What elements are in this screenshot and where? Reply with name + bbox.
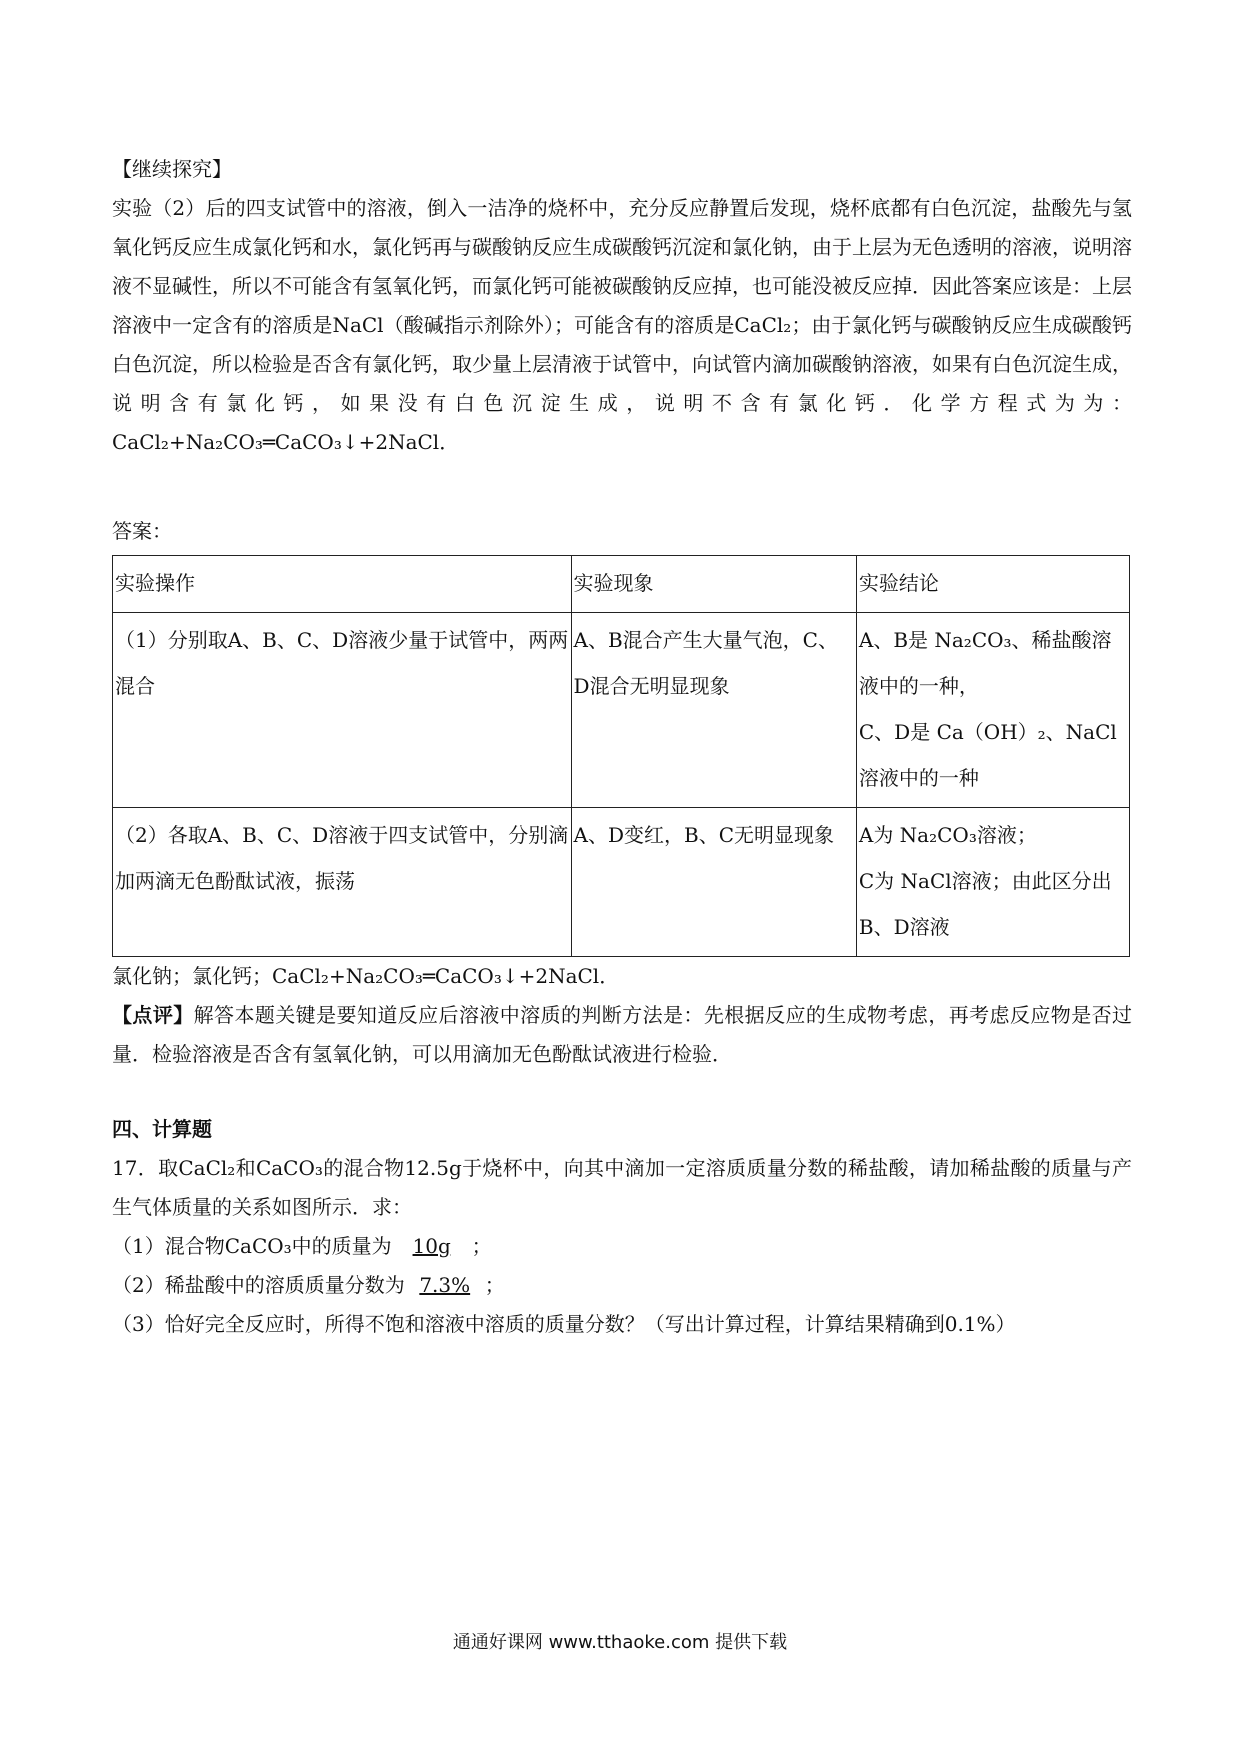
document-page xyxy=(112,150,1132,1344)
section4-heading: 四、计算题 xyxy=(112,1117,212,1141)
row1-operation: （1）分别取A、B、C、D溶液少量于试管中，两两混合 xyxy=(113,613,572,808)
sub1-prefix: （1）混合物CaCO₃中的质量为 xyxy=(112,1234,392,1258)
page-footer: 通通好课网 www.tthaoke.com 提供下载 xyxy=(452,1632,788,1653)
answer-label: 答案： xyxy=(112,519,172,543)
question-17-sub2 xyxy=(112,1266,1132,1305)
row2-operation: （2）各取A、B、C、D溶液于四支试管中，分别滴加两滴无色酚酞试液，振荡 xyxy=(113,808,572,957)
row1-conclusion xyxy=(856,613,1129,808)
row2-conclusion-line: A为 Na₂CO₃溶液； xyxy=(858,823,1037,847)
question-17: 17．取CaCl₂和CaCO₃的混合物12.5g于烧杯中，向其中滴加一定溶质质量分数的稀盐酸，请加稀盐酸的质量与产生气体质量的关系如图所示．求： xyxy=(112,1156,1132,1219)
answer-table xyxy=(112,555,1130,957)
sub1-suffix: ； xyxy=(471,1234,492,1258)
row1-phenomenon: A、B混合产生大量气泡，C、D混合无明显现象 xyxy=(571,613,856,808)
table-header-row xyxy=(113,556,1130,613)
row2-conclusion xyxy=(856,808,1129,957)
answer-after-table: 氯化钠；氯化钙；CaCl₂+Na₂CO₃═CaCO₃↓+2NaCl． xyxy=(112,964,620,988)
comment-label: 【点评】 xyxy=(112,1003,194,1027)
row2-phenomenon: A、D变红，B、C无明显现象 xyxy=(571,808,856,957)
sub1-answer: 10g xyxy=(412,1234,451,1258)
question-17-sub3: （3）恰好完全反应时，所得不饱和溶液中溶质的质量分数？（写出计算过程，计算结果精确到0.1%） xyxy=(112,1312,1016,1336)
header-operation: 实验操作 xyxy=(113,556,572,613)
row1-conclusion-line: A、B是 Na₂CO₃、稀盐酸溶液中的一种， xyxy=(858,628,1112,698)
table-row xyxy=(113,613,1130,808)
continue-paragraph: 实验（2）后的四支试管中的溶液，倒入一洁净的烧杯中，充分反应静置后发现，烧杯底都有白色沉淀，盐酸先与氢氧化钙反应生成氯化钙和水，氯化钙再与碳酸钠反应生成碳酸钙沉淀和氯化钠，由于上层为无色透明的溶液，说明溶液不显碱性，所以不可能含有氢氧化钙，而氯化钙可能被碳酸钠反应掉，也可能没被反应掉．因此答案应该是：上层溶液中一定含有的溶质是NaCl（酸碱指示剂除外）；可能含有的溶质是CaCl₂；由于氯化钙与碳酸钠反应生成碳酸钙白色沉淀，所以检验是否含有氯化钙，取少量上层清液于试管中，向试管内滴加碳酸钠溶液，如果有白色沉淀生成，说明含有氯化钙，如果没有白色沉淀生成，说明不含有氯化钙．化学方程式为为：CaCl₂+Na₂CO₃═CaCO₃↓+2NaCl． xyxy=(112,196,1132,454)
continue-heading: 【继续探究】 xyxy=(112,157,232,181)
row1-conclusion-line: C、D是 Ca（OH）₂、NaCl溶液中的一种 xyxy=(858,720,1117,790)
comment-text: 解答本题关键是要知道反应后溶液中溶质的判断方法是：先根据反应的生成物考虑，再考虑反应物是否过量．检验溶液是否含有氢氧化钠，可以用滴加无色酚酞试液进行检验． xyxy=(112,1003,1133,1066)
sub2-prefix: （2）稀盐酸中的溶质质量分数为 xyxy=(112,1273,405,1297)
row2-conclusion-line: C为 NaCl溶液；由此区分出B、D溶液 xyxy=(858,869,1112,939)
header-phenomenon: 实验现象 xyxy=(571,556,856,613)
sub2-answer: 7.3% xyxy=(419,1273,471,1297)
comment-paragraph xyxy=(112,996,1132,1074)
question-17-sub1 xyxy=(112,1227,1132,1266)
header-conclusion: 实验结论 xyxy=(856,556,1129,613)
sub2-suffix: ； xyxy=(484,1273,505,1297)
table-row xyxy=(113,808,1130,957)
